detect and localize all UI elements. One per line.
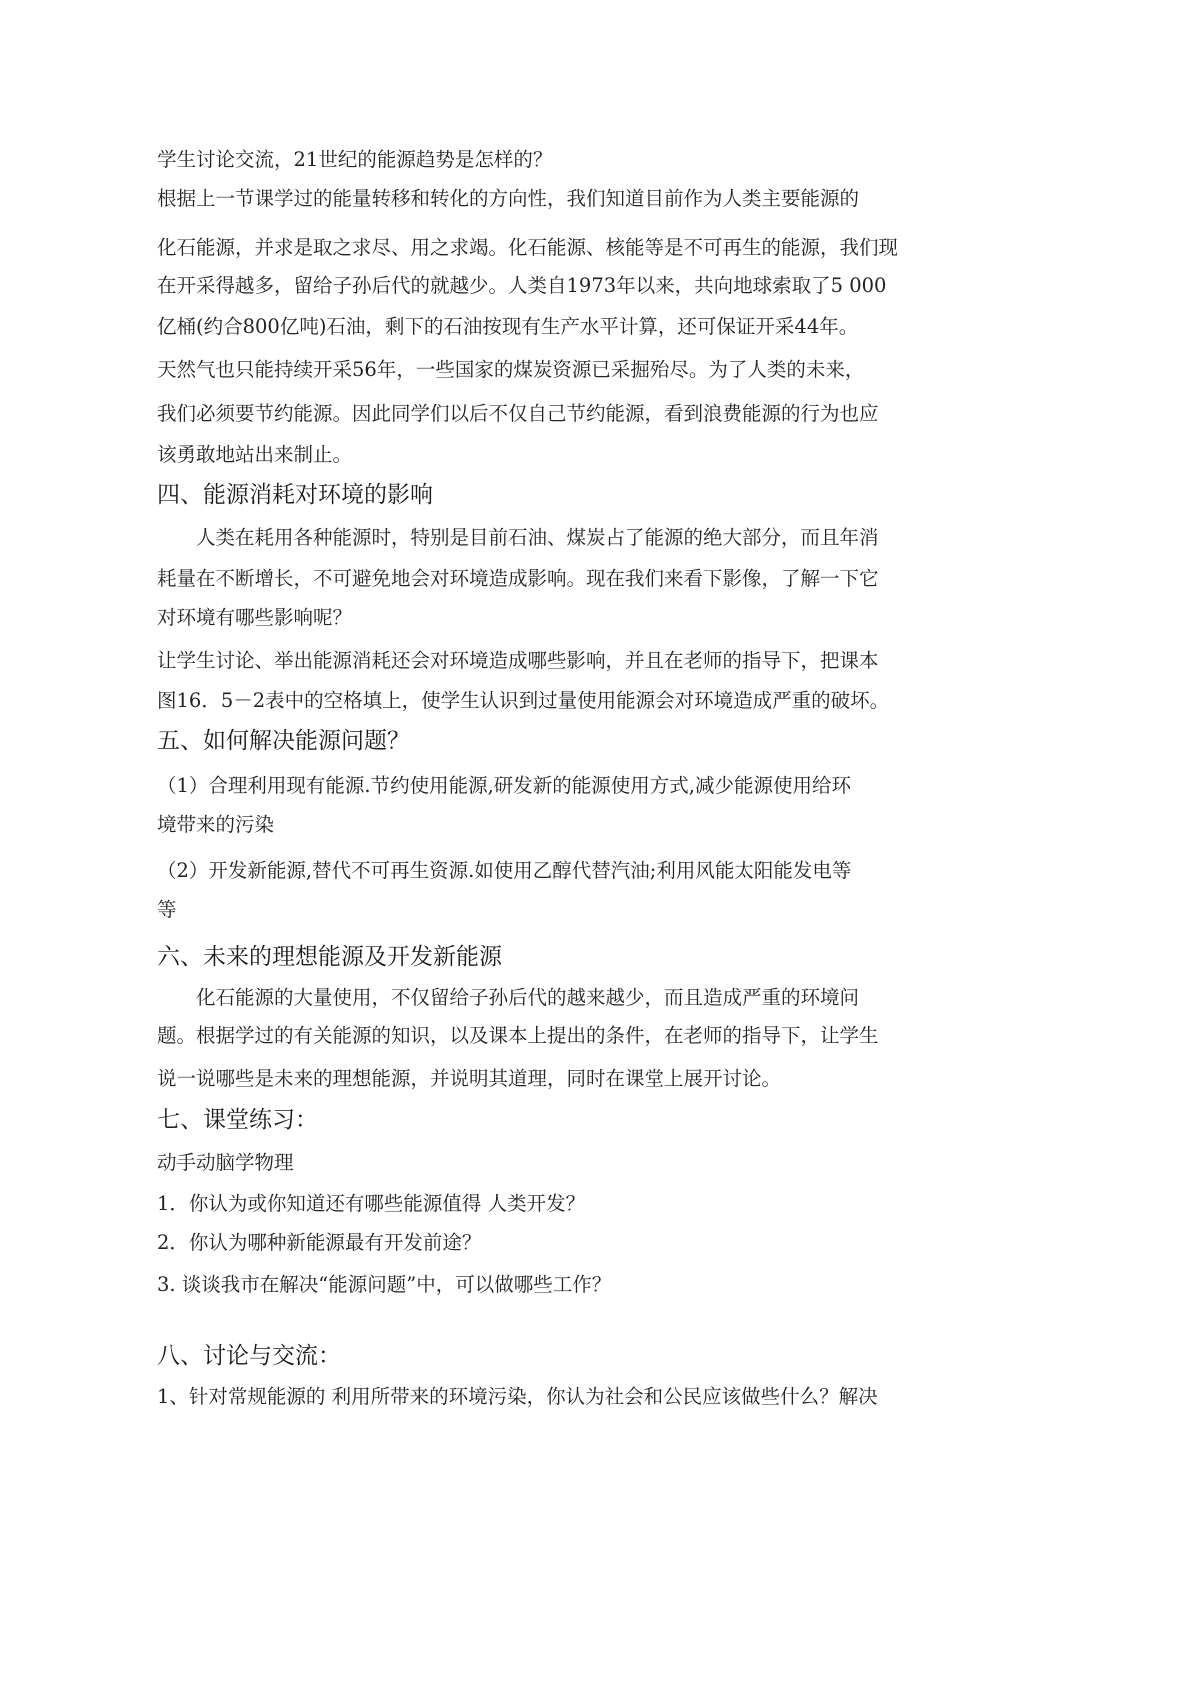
intro-paragraph-line: 亿桶(约合800亿吨)石油，剩下的石油按现有生产水平计算，还可保证开采44年。	[157, 315, 859, 338]
section-5-item-line: 境带来的污染	[157, 813, 275, 836]
intro-question: 学生讨论交流，21世纪的能源趋势是怎样的？	[157, 148, 553, 171]
section-4-paragraph-line: 人类在耗用各种能源时，特别是目前石油、煤炭占了能源的绝大部分，而且年消	[196, 526, 879, 549]
intro-paragraph-line: 化石能源，并求是取之求尽、用之求竭。化石能源、核能等是不可再生的能源，我们现	[157, 236, 899, 259]
section-6-paragraph-line: 化石能源的大量使用，不仅留给子孙后代的越来越少，而且造成严重的环境问	[196, 986, 860, 1009]
heading-section-5: 五、如何解决能源问题？	[157, 728, 410, 754]
section-4-paragraph-line: 耗量在不断增长，不可避免地会对环境造成影响。现在我们来看下影像，了解一下它	[157, 567, 879, 590]
discussion-question: 1、针对常规能源的 利用所带来的环境污染，你认为社会和公民应该做些什么？解决	[157, 1385, 878, 1408]
section-4-paragraph-line: 让学生讨论、举出能源消耗还会对环境造成哪些影响，并且在老师的指导下，把课本	[157, 649, 879, 672]
section-4-paragraph-line: 图16．5－2表中的空格填上，使学生认识到过量使用能源会对环境造成严重的破坏。	[157, 689, 890, 712]
intro-paragraph-line: 该勇敢地站出来制止。	[157, 443, 353, 466]
section-4-paragraph-line: 对环境有哪些影响呢？	[157, 606, 353, 629]
heading-section-6: 六、未来的理想能源及开发新能源	[157, 944, 502, 970]
heading-section-4: 四、能源消耗对环境的影响	[157, 482, 433, 508]
exercise-question: 3. 谈谈我市在解决“能源问题”中，可以做哪些工作？	[157, 1273, 612, 1296]
heading-section-8: 八、讨论与交流：	[157, 1343, 341, 1369]
intro-paragraph-line: 我们必须要节约能源。因此同学们以后不仅自己节约能源，看到浪费能源的行为也应	[157, 402, 879, 425]
exercise-question: 2．你认为哪种新能源最有开发前途？	[157, 1231, 482, 1254]
section-6-paragraph-line: 题。根据学过的有关能源的知识，以及课本上提出的条件，在老师的指导下，让学生	[157, 1024, 879, 1047]
section-5-item-line: 等	[157, 898, 177, 921]
section-5-item-line: （1）合理利用现有能源.节约使用能源,研发新的能源使用方式,减少能源使用给环	[157, 774, 852, 797]
heading-section-7: 七、课堂练习：	[157, 1107, 318, 1133]
exercise-question: 1．你认为或你知道还有哪些能源值得 人类开发？	[157, 1192, 586, 1215]
section-7-subheading: 动手动脑学物理	[157, 1151, 294, 1174]
section-5-item-line: （2）开发新能源,替代不可再生资源.如使用乙醇代替汽油;利用风能太阳能发电等	[157, 859, 852, 882]
intro-paragraph-line: 天然气也只能持续开采56年，一些国家的煤炭资源已采掘殆尽。为了人类的未来，	[157, 358, 865, 381]
intro-paragraph-line: 根据上一节课学过的能量转移和转化的方向性，我们知道目前作为人类主要能源的	[157, 187, 860, 210]
section-6-paragraph-line: 说一说哪些是未来的理想能源，并说明其道理，同时在课堂上展开讨论。	[157, 1067, 782, 1090]
intro-paragraph-line: 在开采得越多，留给子孙后代的就越少。人类自1973年以来，共向地球索取了5 000	[157, 274, 887, 297]
